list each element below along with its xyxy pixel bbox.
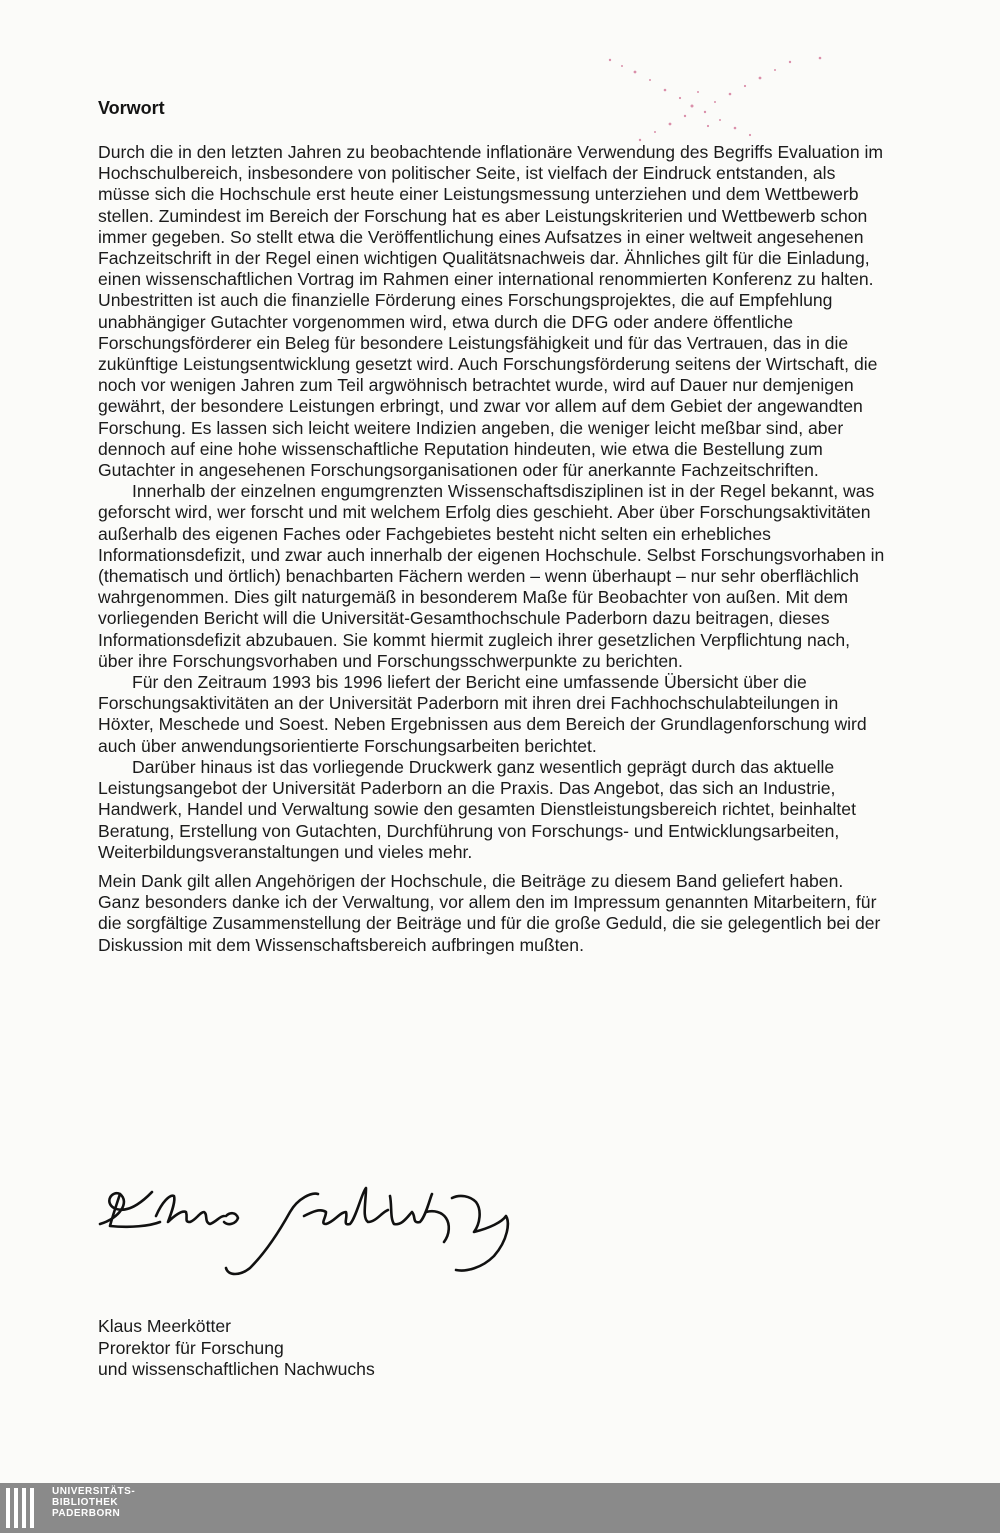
signature-text: Klaus Meerkötter (90, 1172, 98, 1173)
paragraph: Durch die in den letzten Jahren zu beobachtende inflationäre Verwendung des Begriffs Evaluation im Hochschulbereich, insbesondere von politischer Seite, ist vielfach der Eindruck entstanden, als müsse sich die Hochschule erst heute einer Leistungsmessung unterziehen und dem Wettbewerb stellen. Zumindest im Bereich der Forschung hat es aber Leistungskriterien und Wettbewerb schon immer gegeben. So stellt etwa die Veröffentlichung eines Aufsatzes in einer weltweit angesehenen Fachzeitschrift in der Regel einen wichtigen Qualitätsnachweis dar. Ähnliches gilt für die Einladung, einen wissenschaftlichen Vortrag im Rahmen einer international renommierten Konferenz zu halten. Unbestritten ist auch die finanzielle Förderung eines Forschungsprojektes, die auf Empfehlung unabhängiger Gutachter vorgenommen wird, etwa durch die DFG oder andere öffentliche Forschungsförderer ein Beleg für besondere Leistungsfähigkeit und für das Vertrauen, das in die zukünftige Leistungsentwicklung gesetzt wird. Auch Forschungsförderung seitens der Wirtschaft, die noch vor wenigen Jahren zum Teil argwöhnisch betrachtet wurde, wird auf Dauer nur demjenigen gewährt, der besondere Leistungen erbringt, und zwar vor allem auf dem Gebiet der angewandten Forschung. Es lassen sich leicht weitere Indizien angeben, die weniger leicht meßbar sind, aber dennoch auf eine hohe wissenschaftliche Reputation hindeuten, wie etwa die Bestellung zum Gutachter in angesehenen Forschungsorganisationen oder für anerkannte Fachzeitschriften. (98, 142, 884, 481)
signer-name: Klaus Meerkötter (98, 1316, 231, 1336)
library-name (52, 1486, 135, 1519)
paragraph: Darüber hinaus ist das vorliegende Druckwerk ganz wesentlich geprägt durch das aktuelle Leistungsangebot der Universität Paderborn an die Praxis. Das Angebot, das sich an Industrie, Handwerk, Handel und Verwaltung sowie den gesamten Dienstleistungsbereich richtet, beinhaltet Beratung, Erstellung von Gutachten, Durchführung von Forschungs- und Entwicklungsarbeiten, Weiterbildungsveranstaltungen und vieles mehr. (98, 756, 856, 862)
signer-title-line1: Prorektor für Forschung (98, 1337, 284, 1358)
library-name-line3: PADERBORN (52, 1508, 121, 1519)
foreword-body (98, 142, 888, 956)
library-name-line2: BIBLIOTHEK (52, 1497, 119, 1508)
paragraph: Innerhalb der einzelnen engumgrenzten Wissenschaftsdisziplinen ist in der Regel bekannt, was geforscht wird, wer forscht und mit welchem Erfolg dies geschieht. Aber über Forschungsaktivitäten außerhalb des eigenen Faches oder Fachgebietes besteht nicht selten ein erhebliches Informationsdefizit, und zwar auch innerhalb der eigenen Hochschule. Selbst Forschungsvorhaben in (thematisch und örtlich) benachbarten Fächern werden – wenn überhaupt – nur sehr oberflächlich wahrgenommen. Dies gilt naturgemäß in besonderem Maße für Beobachter von außen. Mit dem vorliegenden Bericht will die Universität-Gesamthochschule Paderborn dazu beitragen, dieses Informationsdefizit abzubauen. Sie kommt hiermit zugleich ihrer gesetzlichen Verpflichtung nach, über ihre Forschungsvorhaben und Forschungsschwerpunkte zu berichten. (98, 481, 885, 671)
library-logo-icon (6, 1488, 46, 1528)
paragraph: Mein Dank gilt allen Angehörigen der Hochschule, die Beiträge zu diesem Band geliefert haben. Ganz besonders danke ich der Verwaltung, vor allem den im Impressum genannten Mitarbeitern, für die sorgfältige Zusammenstellung der Beiträge und für die große Geduld, die sie gelegentlich bei der Diskussion mit dem Wissenschaftsbereich aufbringen mußten. (98, 870, 881, 955)
handwritten-signature (90, 1172, 530, 1282)
page-title: Vorwort (98, 98, 165, 118)
signer-block (98, 1316, 375, 1381)
signer-title-line2: und wissenschaftlichen Nachwuchs (98, 1359, 375, 1380)
library-name-line1: UNIVERSITÄTS- (52, 1486, 136, 1497)
paragraph: Für den Zeitraum 1993 bis 1996 liefert der Bericht eine umfassende Übersicht über die Forschungsaktivitäten an der Universität Paderborn mit ihren drei Fachhochschulabteilungen in Höxter, Meschede und Soest. Neben Ergebnissen aus dem Bereich der Grundlagenforschung wird auch über anwendungsorientierte Forschungsarbeiten berichtet. (98, 672, 867, 756)
library-footer-bar (0, 1483, 1000, 1533)
